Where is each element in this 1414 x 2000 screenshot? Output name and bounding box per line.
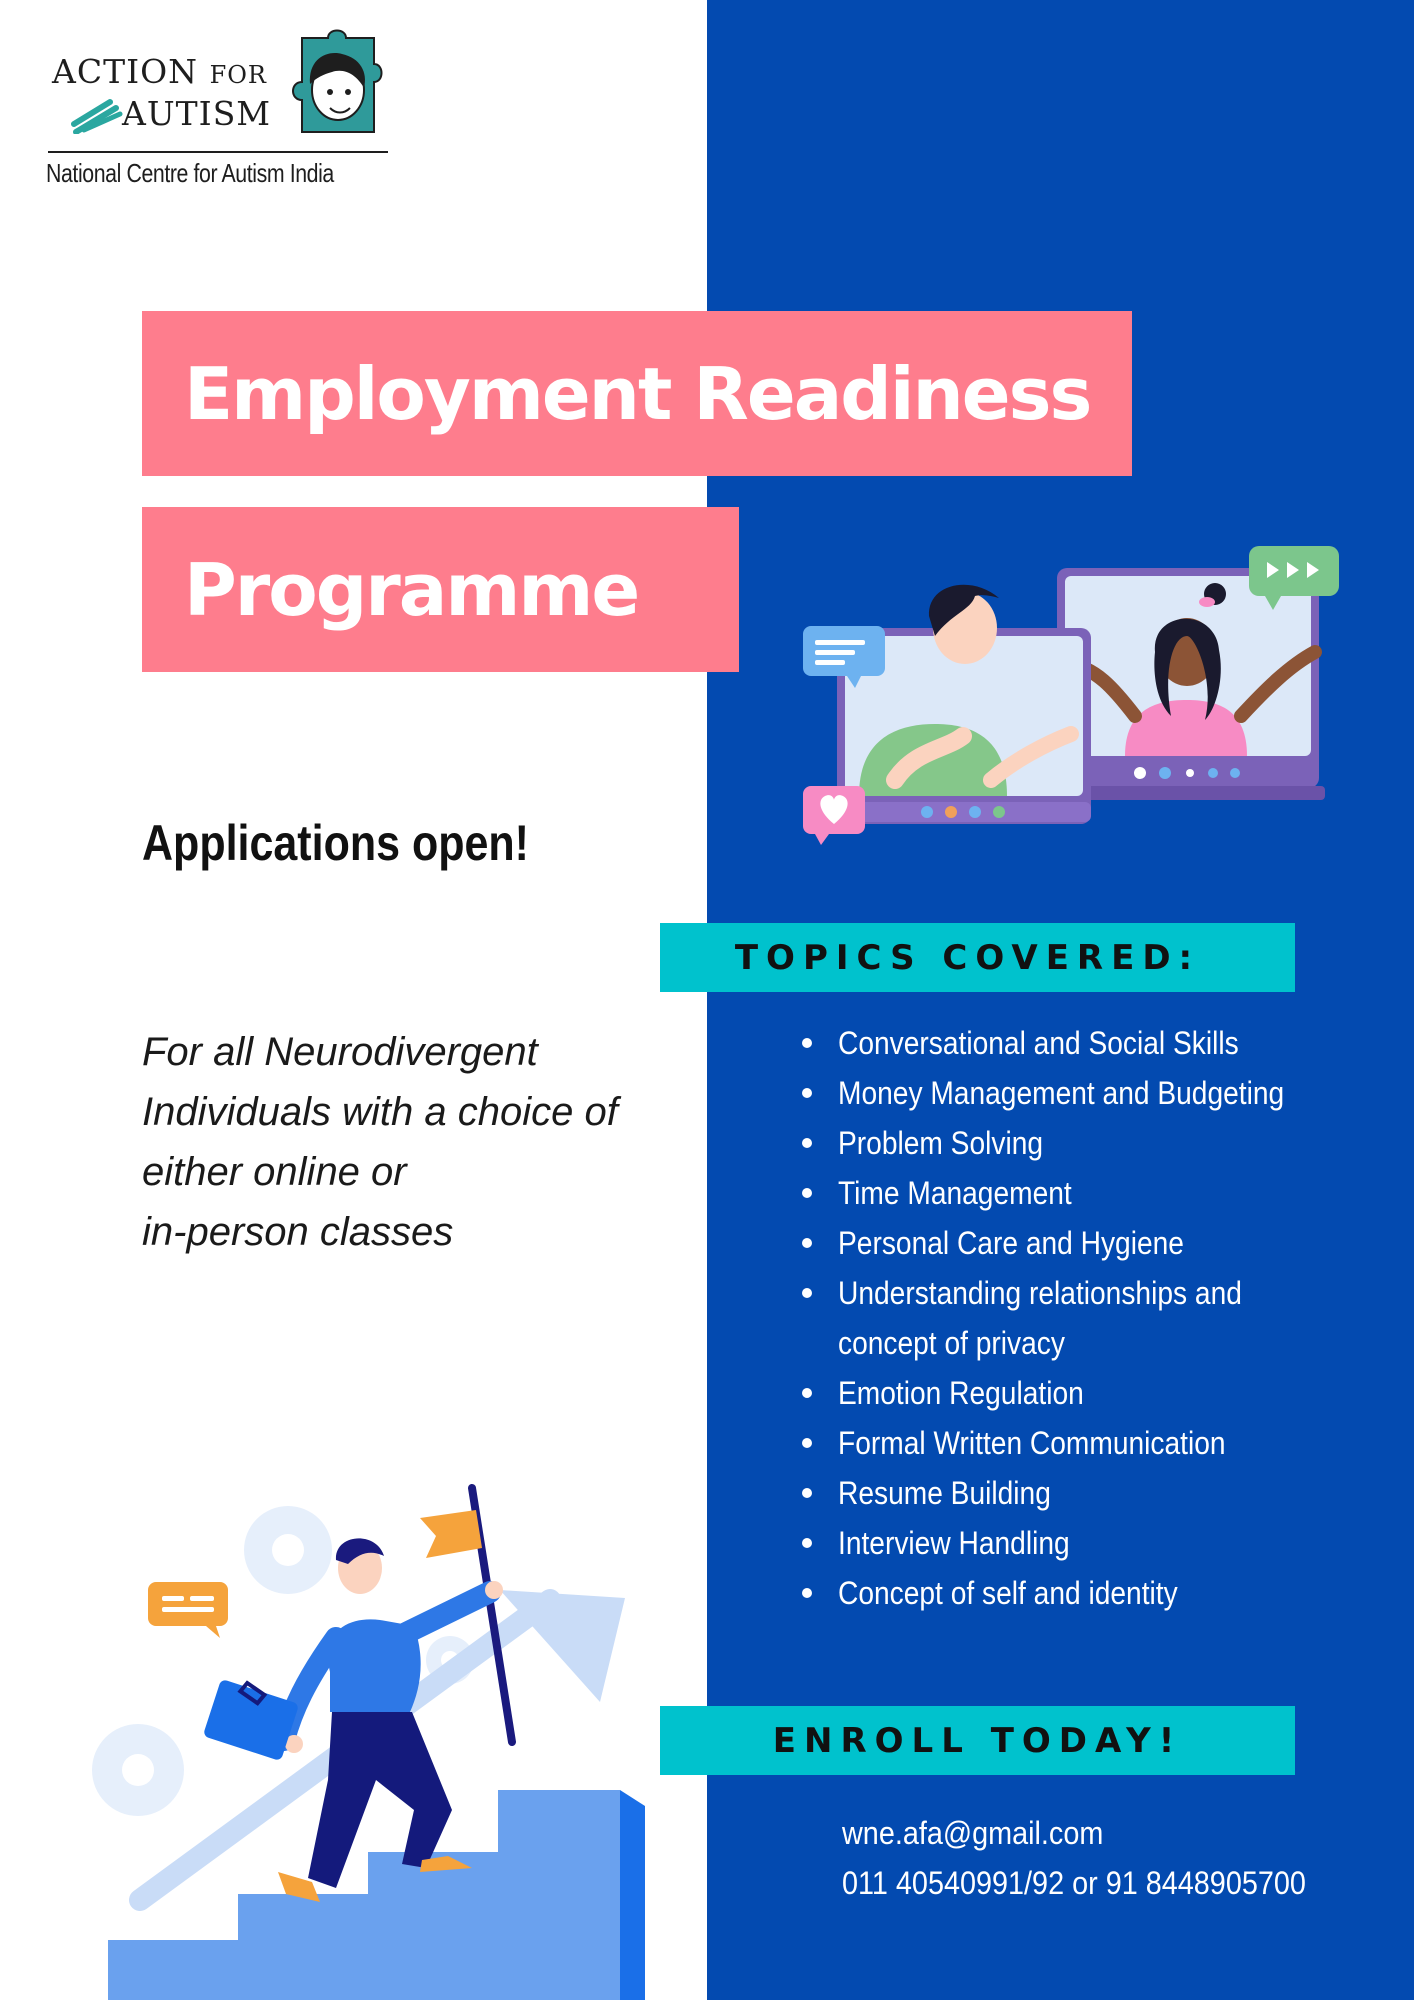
topic-item: Concept of self and identity [800, 1568, 1380, 1618]
title-line2-box [142, 507, 739, 672]
topic-item: Conversational and Social Skills [800, 1018, 1380, 1068]
applications-open-text: Applications open! [142, 815, 529, 871]
contact-info [842, 1808, 1357, 1908]
programme-description [142, 1022, 702, 1262]
topic-item: Personal Care and Hygiene [800, 1218, 1380, 1268]
video-call-illustration [795, 540, 1345, 845]
description-line: either online or [142, 1150, 407, 1194]
topic-item: Emotion Regulation [800, 1368, 1380, 1418]
puzzle-face-icon [284, 28, 394, 148]
topic-item: Time Management [800, 1168, 1380, 1218]
logo-subtitle: National Centre for Autism India [46, 158, 334, 188]
contact-email[interactable]: wne.afa@gmail.com [842, 1815, 1104, 1851]
description-line: For all Neurodivergent [142, 1030, 538, 1074]
action-for-autism-logo [46, 28, 396, 198]
enroll-today-banner [660, 1706, 1295, 1775]
contact-phone[interactable]: 011 40540991/92 or 91 8448905700 [842, 1865, 1306, 1901]
topics-list [800, 1018, 1380, 1618]
topic-item: Resume Building [800, 1468, 1380, 1518]
swoosh-icon [70, 94, 126, 134]
description-line: Individuals with a choice of [142, 1090, 618, 1134]
title-line1-box [142, 311, 1132, 476]
topic-item: Interview Handling [800, 1518, 1380, 1568]
description-line: in-person classes [142, 1210, 454, 1254]
topics-covered-banner [660, 923, 1295, 992]
blue-panel [707, 0, 1414, 2000]
topic-item: Problem Solving [800, 1118, 1380, 1168]
logo-text-line2: AUTISM [122, 94, 272, 133]
logo-text-line1: ACTION FOR [52, 52, 267, 91]
topic-item: Understanding relationships and concept of privacy [800, 1268, 1380, 1368]
career-climb-illustration [80, 1480, 660, 2000]
topic-item: Money Management and Budgeting [800, 1068, 1380, 1118]
topics-heading: TOPICS COVERED: [734, 937, 1201, 978]
title-line1: Employment Readiness [184, 351, 1091, 436]
logo-divider [48, 151, 388, 153]
enroll-heading: ENROLL TODAY! [772, 1720, 1183, 1761]
title-line2: Programme [184, 547, 639, 632]
topic-item: Formal Written Communication [800, 1418, 1380, 1468]
